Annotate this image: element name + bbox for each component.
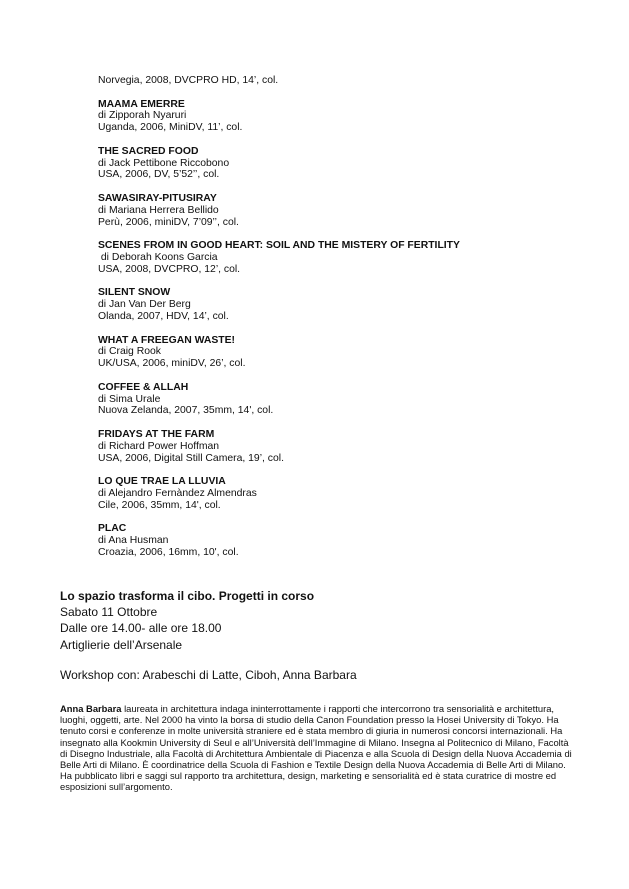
film-director: di Deborah Koons Garcia [98, 251, 218, 263]
film-details: Uganda, 2006, MiniDV, 11’, col. [98, 122, 243, 134]
film-details: Nuova Zelanda, 2007, 35mm, 14', col. [98, 405, 274, 417]
film-director: di Richard Power Hoffman [98, 440, 220, 452]
film-title: SCENES FROM IN GOOD HEART: SOIL AND THE MISTERY OF FERTILITY [98, 240, 460, 252]
film-entry [98, 287, 598, 322]
event-date: Sabato 11 Ottobre [60, 605, 158, 620]
film-director: di Zipporah Nyaruri [98, 110, 187, 122]
film-title: PLAC [98, 523, 127, 535]
film-title: LO QUE TRAE LA LLUVIA [98, 476, 226, 488]
film-director: di Craig Rook [98, 346, 161, 358]
film-details: Croazia, 2006, 16mm, 10', col. [98, 546, 239, 558]
event-venue: Artiglierie dell’Arsenale [60, 637, 183, 652]
film-title: SILENT SNOW [98, 287, 171, 299]
film-entry [98, 99, 598, 134]
film-details: USA, 2008, DVCPRO, 12’, col. [98, 263, 241, 275]
film-title: COFFEE & ALLAH [98, 381, 189, 393]
film-director: di Sima Urale [98, 393, 161, 405]
film-director: di Mariana Herrera Bellido [98, 204, 219, 216]
film-details: USA, 2006, DV, 5’52’’, col. [98, 169, 220, 181]
bio-text: laureata in architettura indaga ininterrottamente i rapporti che intercorrono tra sensorialità e architettura, luoghi, oggetti, arte. Nel 2000 ha vinto la borsa di studio della Canon Foundation presso la Hosei University di Tokyo. Ha tenuto corsi e conferenze in molte università straniere ed è stata membro di giuria in numerosi concorsi internazionali. Ha insegnato alla Kookmin University di Seul e all’Università dell’Immagine di Milano. Insegna al Politecnico di Milano, Facoltà di Disegno Industriale, alla Facoltà di Architettura Ambientale di Piacenza e alla Scuola di Design della Nuova Accademia di Belle Arti di Milano. È coordinatrice della Scuola di Fashion e Textile Design della Nuova Accademia di Belle Arti di Milano. Ha pubblicato libri e saggi sul rapporto tra architettura, design, marketing e sensorialità ed è stata curatrice di mostre ed esposizioni sull’argomento. [60, 703, 572, 793]
workshop-line: Workshop con: Arabeschi di Latte, Ciboh, Anna Barbara [60, 668, 357, 682]
film-title: MAAMA EMERRE [98, 98, 185, 110]
film-title: THE SACRED FOOD [98, 145, 199, 157]
film-title: WHAT A FREEGAN WASTE! [98, 334, 235, 346]
film-details: Cile, 2006, 35mm, 14', col. [98, 499, 221, 511]
film-list [98, 75, 598, 559]
film-details: UK/USA, 2006, miniDV, 26’, col. [98, 358, 246, 370]
author-bio [60, 703, 572, 793]
film-director: di Jack Pettibone Riccobono [98, 157, 230, 169]
film-entry [98, 523, 598, 558]
film-director: di Jan Van Der Berg [98, 299, 191, 311]
film-details: Olanda, 2007, HDV, 14’, col. [98, 310, 229, 322]
film-entry [98, 476, 598, 511]
film-entry [98, 193, 598, 228]
film-details: USA, 2006, Digital Still Camera, 19’, col. [98, 452, 284, 464]
film-entry [98, 429, 598, 464]
event-time: Dalle ore 14.00- alle ore 18.00 [60, 621, 222, 636]
event-info [60, 588, 314, 653]
intro-film-details: Norvegia, 2008, DVCPRO HD, 14’, col. [98, 75, 279, 86]
film-title: SAWASIRAY-PITUSIRAY [98, 192, 217, 204]
film-entry [98, 382, 598, 417]
film-entry [98, 240, 598, 275]
film-entry [98, 335, 598, 370]
bio-name: Anna Barbara [60, 703, 122, 714]
film-director: di Ana Husman [98, 535, 169, 547]
film-details: Perù, 2006, miniDV, 7’09’’, col. [98, 216, 239, 228]
film-entry [98, 146, 598, 181]
film-title: FRIDAYS AT THE FARM [98, 428, 215, 440]
film-director: di Alejandro Fernàndez Almendras [98, 487, 257, 499]
event-title: Lo spazio trasforma il cibo. Progetti in corso [60, 589, 315, 603]
